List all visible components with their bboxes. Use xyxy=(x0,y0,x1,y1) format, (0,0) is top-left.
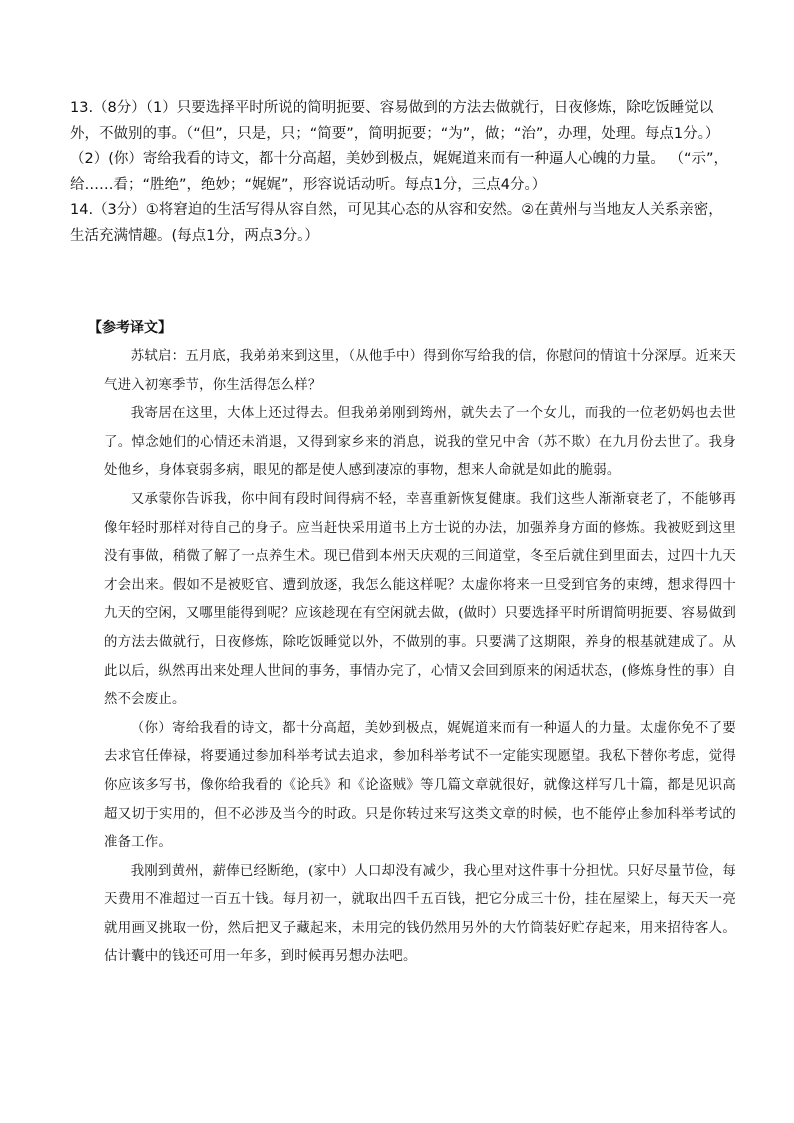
answer-section xyxy=(70,96,734,249)
reference-translation-body xyxy=(104,343,736,972)
answer-q13-part1: 13.（8分）（1）只要选择平时所说的简明扼要、容易做到的方法去做就行，日夜修炼，除吃饭睡觉以外，不做别的事。（“但”，只是，只；“简要”，简明扼要；“为”，做；“治”，办理，处理。每点1分。） xyxy=(70,100,720,142)
translation-paragraph: 苏轼启：五月底，我弟弟来到这里，（从他手中）得到你写给我的信，你慰问的情谊十分深厚。近来天气进入初寒季节，你生活得怎么样？ xyxy=(104,349,736,393)
translation-paragraph: 我刚到黄州，薪俸已经断绝，(家中）人口却没有减少，我心里对这件事十分担忧。只好尽量节俭，每天费用不准超过一百五十钱。每月初一，就取出四千五百钱，把它分成三十份，挂在屋梁上，每天天一亮就用画叉挑取一份，然后把叉子藏起来，未用完的钱仍然用另外的大竹筒装好贮存起来，用来招待客人。估计囊中的钱还可用一年多，到时候再另想办法吧。 xyxy=(104,863,736,965)
answer-q14: 14.（3分）①将窘迫的生活写得从容自然，可见其心态的从容和安然。②在黄州与当地友人关系亲密，生活充满情趣。(每点1分，两点3分。） xyxy=(70,202,723,244)
answer-q13-part2: （2）(你）寄给我看的诗文，都十分高超，美妙到极点，娓娓道来而有一种逼人心魄的力量。 （“示”，给……看；“胜绝”，绝妙；“娓娓”，形容说话动听。每点1分，三点4分。） xyxy=(70,151,729,193)
translation-paragraph: （你）寄给我看的诗文，都十分高超，美妙到极点，娓娓道来而有一种逼人的力量。太虚你免不了要去求官任俸禄，将要通过参加科举考试去追求，参加科举考试不一定能实现愿望。我私下替你考虑，觉得你应该多写书，像你给我看的《论兵》和《论盗贼》等几篇文章就很好，就像这样写几十篇，都是见识高超又切于实用的，但不必涉及当今的时政。只是你转过来写这类文章的时候，也不能停止参加科举考试的准备工作。 xyxy=(104,720,736,851)
reference-translation-heading: 【参考译文】 xyxy=(88,320,172,336)
translation-paragraph: 又承蒙你告诉我，你中间有段时间得病不轻，幸喜重新恢复健康。我们这些人渐渐衰老了，不能够再像年轻时那样对待自己的身子。应当赶快采用道书上方士说的办法，加强养身方面的修炼。我被贬到这里没有事做，稍微了解了一点养生术。现已借到本州天庆观的三间道堂，冬至后就住到里面去，过四十九天才会出来。假如不是被贬官、遭到放逐，我怎么能这样呢？太虚你将来一旦受到官务的束缚，想求得四十九天的空闲，又哪里能得到呢？应该趁现在有空闲就去做，(做时）只要选择平时所谓简明扼要、容易做到的方法去做就行，日夜修炼，除吃饭睡觉以外，不做别的事。只要满了这期限，养身的根基就建成了。从此以后，纵然再出来处理人世间的事务，事情办完了，心情又会回到原来的闲适状态，(修炼身性的事）自然不会废止。 xyxy=(104,491,736,708)
translation-paragraph: 我寄居在这里，大体上还过得去。但我弟弟刚到筠州，就失去了一个女儿，而我的一位老奶妈也去世了。悼念她们的心情还未消退，又得到家乡来的消息，说我的堂兄中舍（苏不欺）在九月份去世了。我身处他乡，身体衰弱多病，眼见的都是使人感到凄凉的事物，想来人命就是如此的脆弱。 xyxy=(104,406,736,479)
